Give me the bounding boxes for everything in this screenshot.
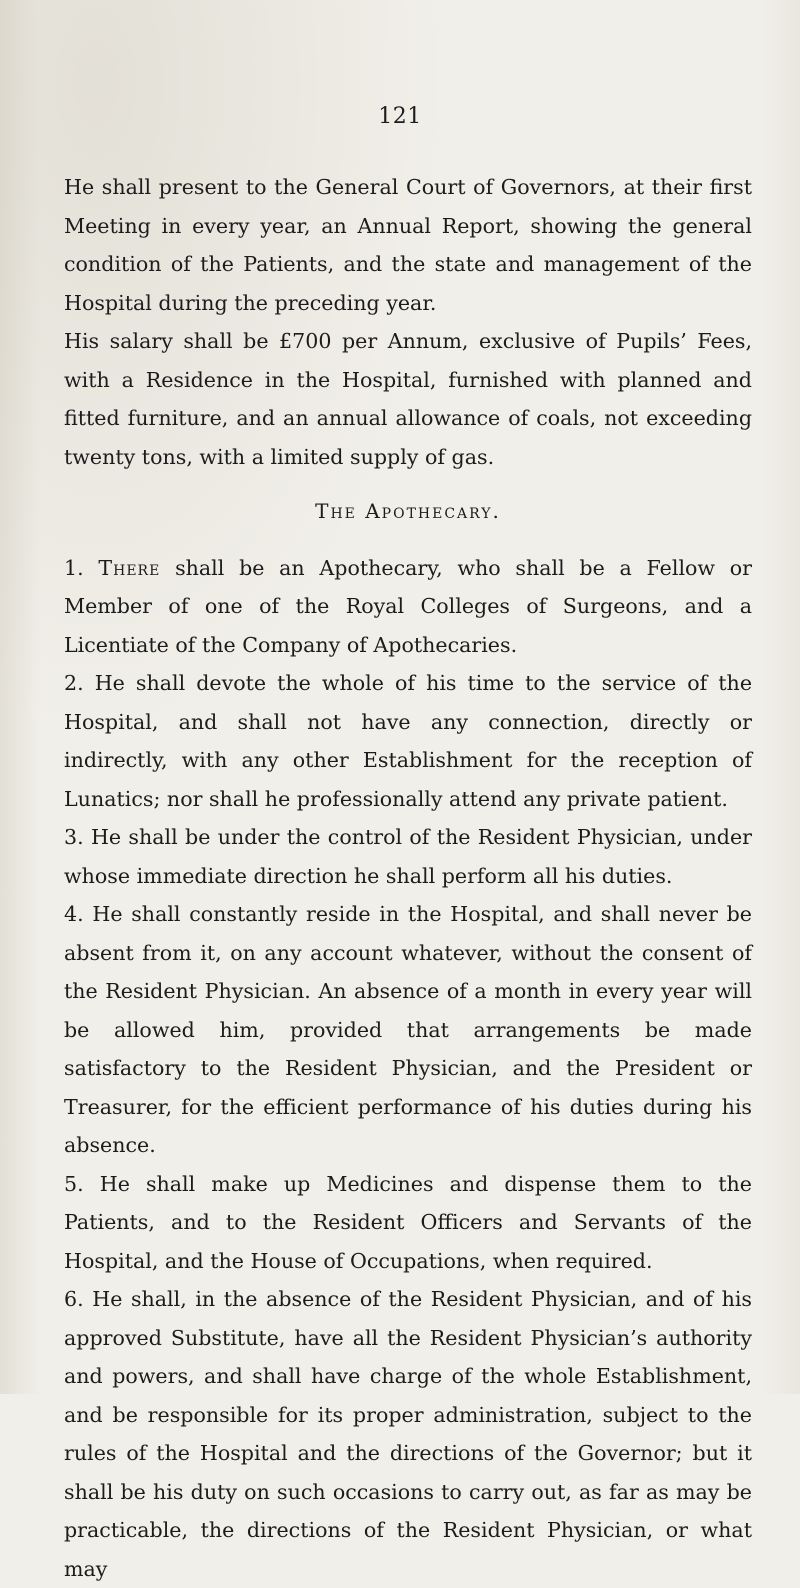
clause-text: He shall make up Medicines and dispense them to the Patients, and to the Resident Officers and Servants of the Hospital, and the House of Occupations, when required. xyxy=(64,1171,752,1273)
clause-1 xyxy=(64,549,752,665)
clause-text: He shall be under the control of the Resident Physician, under whose immediate direction he shall perform all his duties. xyxy=(64,825,752,888)
clause-number: 5. xyxy=(64,1171,84,1196)
clause-text: He shall constantly reside in the Hospital, and shall never be absent from it, on any account whatever, without the consent of the Resident Physician. An absence of a month in every year will be allowed him, provided that arrangements be made satisfactory to the Resident Physician, and the President or Treasurer, for the efficient performance of his duties during his absence. xyxy=(64,902,752,1157)
clause-number: 1. xyxy=(64,555,84,580)
clause-2 xyxy=(64,664,752,818)
clause-3 xyxy=(64,818,752,895)
page-number: 121 xyxy=(378,104,422,129)
clause-lead-word: There xyxy=(98,555,161,580)
clause-text: He shall, in the absence of the Resident Physician, and of his approved Substitute, have all the Resident Physician’s authority and powers, and shall have charge of the whole Establishment, and be responsible for its proper administration, subject to the rules of the Hospital and the directions of the Governor; but it shall be his duty on such occasions to carry out, as far as may be practicable, the directions of the Resident Physician, or what may xyxy=(64,1287,753,1581)
intro-paragraph-salary: His salary shall be £700 per Annum, exclusive of Pupils’ Fees, with a Residence in the Hospital, furnished with planned and fitted furniture, and an annual allowance of coals, not exceeding twenty tons, with a limited supply of gas. xyxy=(64,329,752,469)
clause-4 xyxy=(64,895,752,1165)
body-text xyxy=(64,168,752,1588)
clause-number: 2. xyxy=(64,671,84,695)
clause-number: 4. xyxy=(64,902,84,926)
clause-6 xyxy=(64,1280,752,1588)
clause-number: 6. xyxy=(64,1287,84,1311)
clause-number: 3. xyxy=(64,825,84,849)
clause-text: shall be an Apothecary, who shall be a Fellow or Member of one of the Royal Colleges of Surgeons, and a Licentiate of the Company of Apothecaries. xyxy=(64,555,753,657)
clause-5 xyxy=(64,1165,752,1281)
intro-paragraph-report: He shall present to the General Court of Governors, at their first Meeting in every year, an Annual Report, showing the general condition of the Patients, and the state and management of the Hospital during the preceding year. xyxy=(64,175,752,315)
clause-text: He shall devote the whole of his time to the service of the Hospital, and shall not have any connection, directly or indirectly, with any other Establishment for the reception of Lunatics; nor shall he professionally attend any private patient. xyxy=(64,671,753,811)
section-heading: The Apothecary. xyxy=(315,499,501,523)
